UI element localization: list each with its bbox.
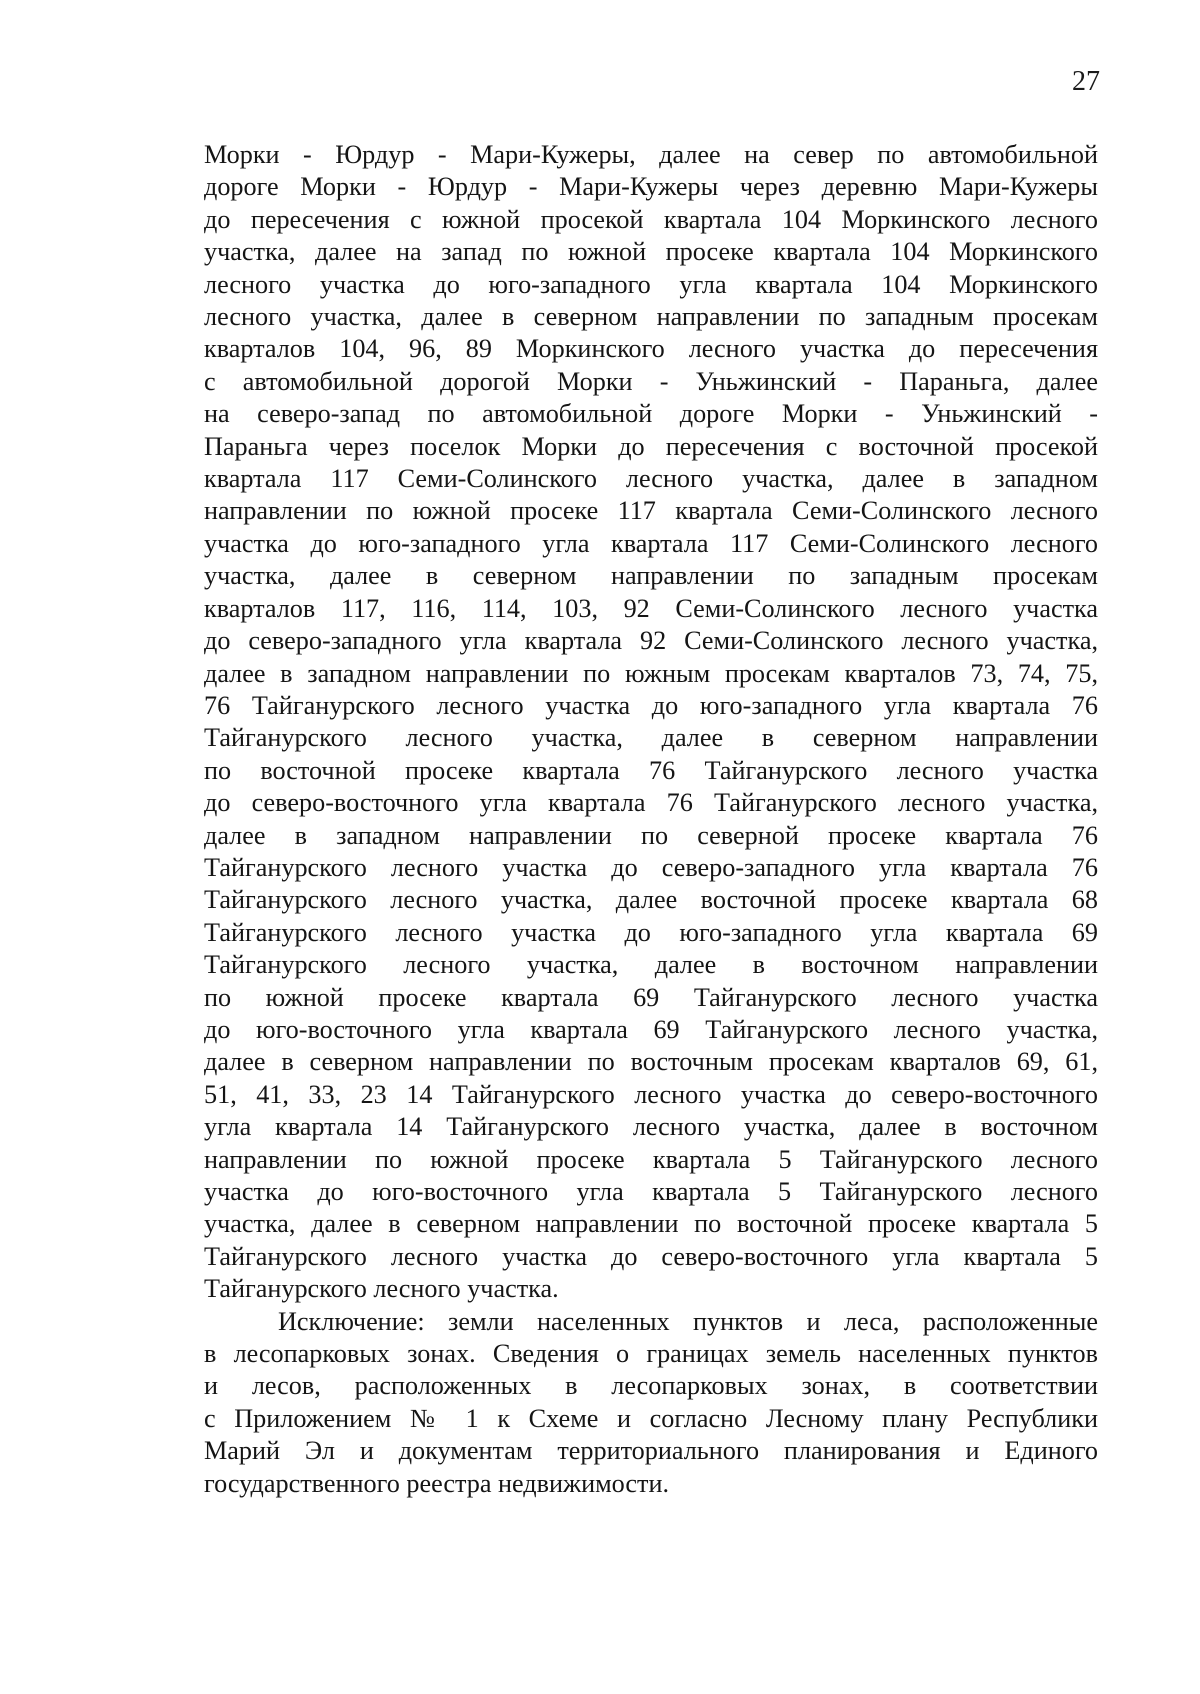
text-line: Морки - Юрдур - Мари-Кужеры, далее на север по автомобильной bbox=[204, 140, 1098, 169]
text-line: лесного участка, далее в северном направлении по западным просекам bbox=[204, 302, 1098, 332]
text-line: кварталов 104, 96, 89 Моркинского лесного участка до пересечения bbox=[204, 334, 1098, 364]
text-line: в лесопарковых зонах. Сведения о границах земель населенных пунктов bbox=[204, 1339, 1098, 1369]
paragraph-boundary-description bbox=[204, 139, 1098, 1306]
text-line: Тайганурского лесного участка, далее в северном направлении bbox=[204, 723, 1098, 753]
text-line: на северо-запад по автомобильной дороге Морки - Уньжинский - bbox=[204, 399, 1098, 429]
text-line: направлении по южной просеке квартала 5 Тайганурского лесного bbox=[204, 1144, 1098, 1174]
text-line: участка, далее в северном направлении по западным просекам bbox=[204, 561, 1098, 591]
text-line: далее в северном направлении по восточным просекам кварталов 69, 61, bbox=[204, 1047, 1098, 1077]
text-line: 51, 41, 33, 23 14 Тайганурского лесного участка до северо-восточного bbox=[204, 1079, 1098, 1109]
text-line: до пересечения с южной просекой квартала 104 Моркинского лесного bbox=[204, 204, 1098, 234]
text-line: Марий Эл и документам территориального планирования и Единого bbox=[204, 1436, 1098, 1466]
text-line: до юго-восточного угла квартала 69 Тайганурского лесного участка, bbox=[204, 1014, 1098, 1044]
text-line: квартала 117 Семи-Солинского лесного участка, далее в западном bbox=[204, 464, 1098, 494]
text-line: Тайганурского лесного участка, далее восточной просеке квартала 68 bbox=[204, 885, 1098, 915]
text-line: с Приложением № 1 к Схеме и согласно Лесному плану Республики bbox=[204, 1403, 1098, 1433]
document-body bbox=[204, 139, 1098, 1500]
text-line: по южной просеке квартала 69 Тайганурского лесного участка bbox=[204, 982, 1098, 1012]
text-line: Тайганурского лесного участка. bbox=[204, 1274, 559, 1304]
text-line: Тайганурского лесного участка до юго-западного угла квартала 69 bbox=[204, 917, 1098, 947]
text-line: государственного реестра недвижимости. bbox=[204, 1468, 670, 1498]
text-line: с автомобильной дорогой Морки - Уньжинский - Параньга, далее bbox=[204, 366, 1098, 396]
text-line: угла квартала 14 Тайганурского лесного участка, далее в восточном bbox=[204, 1112, 1098, 1142]
text-line: далее в западном направлении по южным просекам кварталов 73, 74, 75, bbox=[204, 658, 1098, 688]
text-line: далее в западном направлении по северной просеке квартала 76 bbox=[204, 820, 1098, 850]
text-line: Тайганурского лесного участка, далее в восточном направлении bbox=[204, 950, 1098, 980]
text-line: участка, далее в северном направлении по восточной просеке квартала 5 bbox=[204, 1209, 1098, 1239]
text-line: Тайганурского лесного участка до северо-западного угла квартала 76 bbox=[204, 852, 1098, 882]
text-line: участка, далее на запад по южной просеке квартала 104 Моркинского bbox=[204, 237, 1098, 267]
text-line: участка до юго-западного угла квартала 117 Семи-Солинского лесного bbox=[204, 528, 1098, 558]
text-line: до северо-западного угла квартала 92 Семи-Солинского лесного участка, bbox=[204, 626, 1098, 656]
text-line: Параньга через поселок Морки до пересечения с восточной просекой bbox=[204, 431, 1098, 461]
paragraph-exclusion-note bbox=[204, 1306, 1098, 1500]
text-line: кварталов 117, 116, 114, 103, 92 Семи-Солинского лесного участка bbox=[204, 593, 1098, 623]
text-line: и лесов, расположенных в лесопарковых зонах, в соответствии bbox=[204, 1371, 1098, 1401]
text-line: направлении по южной просеке 117 квартала Семи-Солинского лесного bbox=[204, 496, 1098, 526]
text-line: дороге Морки - Юрдур - Мари-Кужеры через деревню Мари-Кужеры bbox=[204, 172, 1098, 202]
text-line: Исключение: земли населенных пунктов и леса, расположенные bbox=[278, 1306, 1098, 1336]
page-number: 27 bbox=[1072, 66, 1100, 97]
text-line: 76 Тайганурского лесного участка до юго-западного угла квартала 76 bbox=[204, 690, 1098, 720]
text-line: по восточной просеке квартала 76 Тайганурского лесного участка bbox=[204, 755, 1098, 785]
text-line: Тайганурского лесного участка до северо-восточного угла квартала 5 bbox=[204, 1241, 1098, 1271]
text-line: участка до юго-восточного угла квартала 5 Тайганурского лесного bbox=[204, 1177, 1098, 1206]
text-line: до северо-восточного угла квартала 76 Тайганурского лесного участка, bbox=[204, 788, 1098, 818]
text-line: лесного участка до юго-западного угла квартала 104 Моркинского bbox=[204, 269, 1098, 299]
